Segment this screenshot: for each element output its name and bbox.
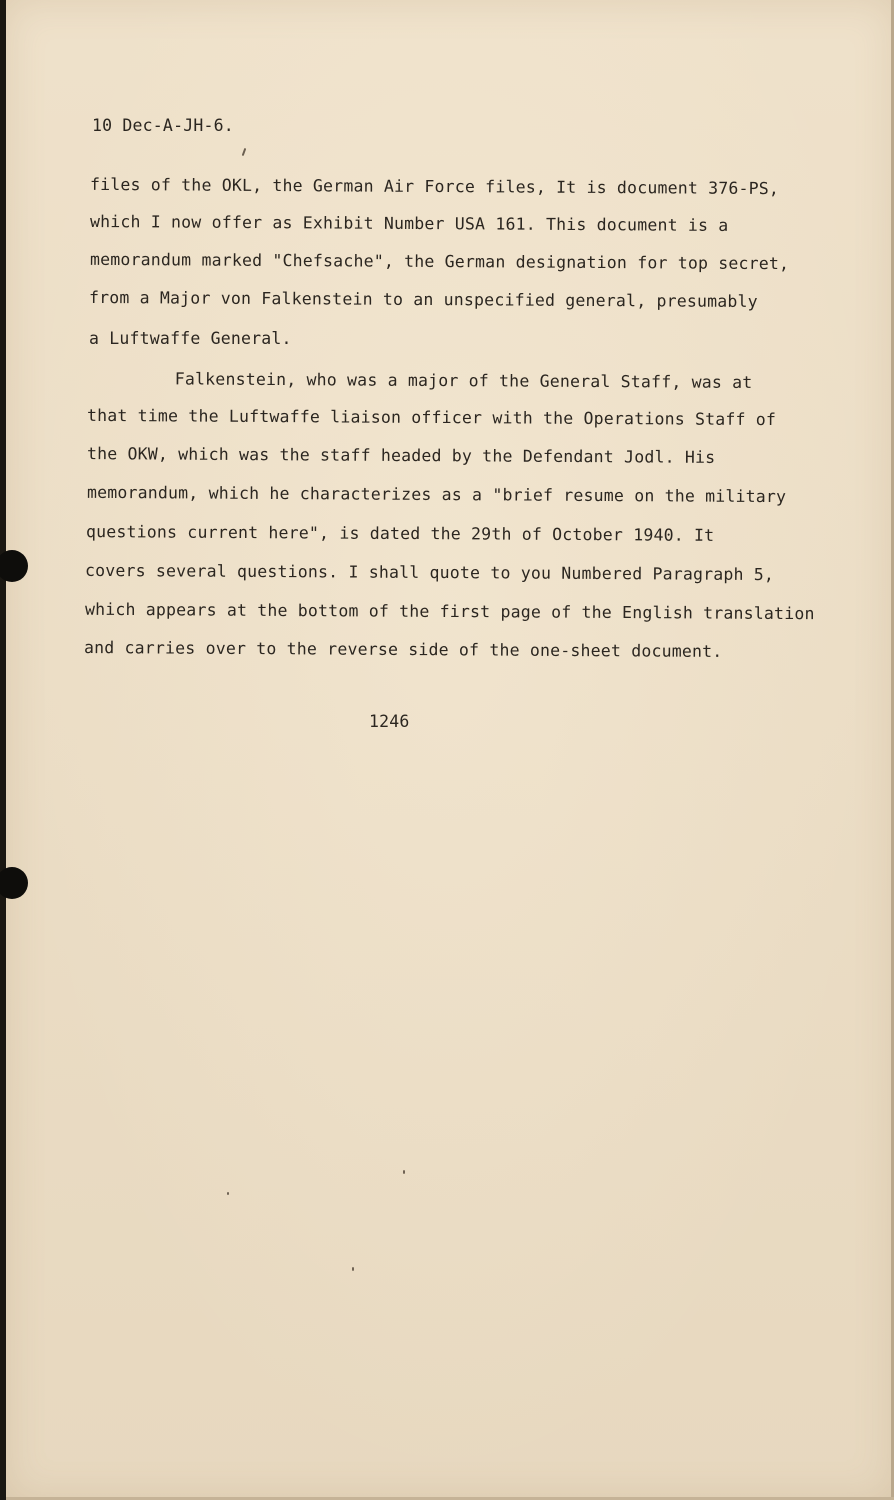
page-number: 1246 xyxy=(369,712,410,731)
text-line: and carries over to the reverse side of the one-sheet document. xyxy=(83,638,723,661)
text-line: the OKW, which was the staff headed by the Defendant Jodl. His xyxy=(86,444,716,467)
text-line: which appears at the bottom of the first page of the English translation xyxy=(84,599,815,624)
text-line: questions current here", is dated the 29th of October 1940. It xyxy=(85,522,715,545)
text-line: Falkenstein, who was a major of the General Staff, was at xyxy=(113,369,753,392)
punch-hole-upper xyxy=(0,550,28,582)
text-line: that time the Luftwaffe liaison officer with the Operations Staff of xyxy=(86,405,777,430)
paper-speck xyxy=(352,1267,354,1271)
text-line: from a Major von Falkenstein to an unspecified general, presumably xyxy=(88,287,758,312)
punch-hole-lower xyxy=(0,867,28,899)
paper-mark xyxy=(242,148,247,156)
text-line: memorandum marked "Chefsache", the German designation for top secret, xyxy=(89,249,790,274)
paper-speck xyxy=(403,1170,405,1174)
text-line: files of the OKL, the German Air Force files, It is document 376-PS, xyxy=(89,174,780,199)
text-line: a Luftwaffe General. xyxy=(89,329,292,348)
document-reference-header: 10 Dec-A-JH-6. xyxy=(92,116,234,135)
document-page xyxy=(6,0,894,1500)
text-line: which I now offer as Exhibit Number USA 161. This document is a xyxy=(89,212,729,235)
text-line: memorandum, which he characterizes as a "brief resume on the military xyxy=(86,482,787,507)
text-line: covers several questions. I shall quote to you Numbered Paragraph 5, xyxy=(84,560,775,585)
paper-speck xyxy=(227,1192,229,1195)
